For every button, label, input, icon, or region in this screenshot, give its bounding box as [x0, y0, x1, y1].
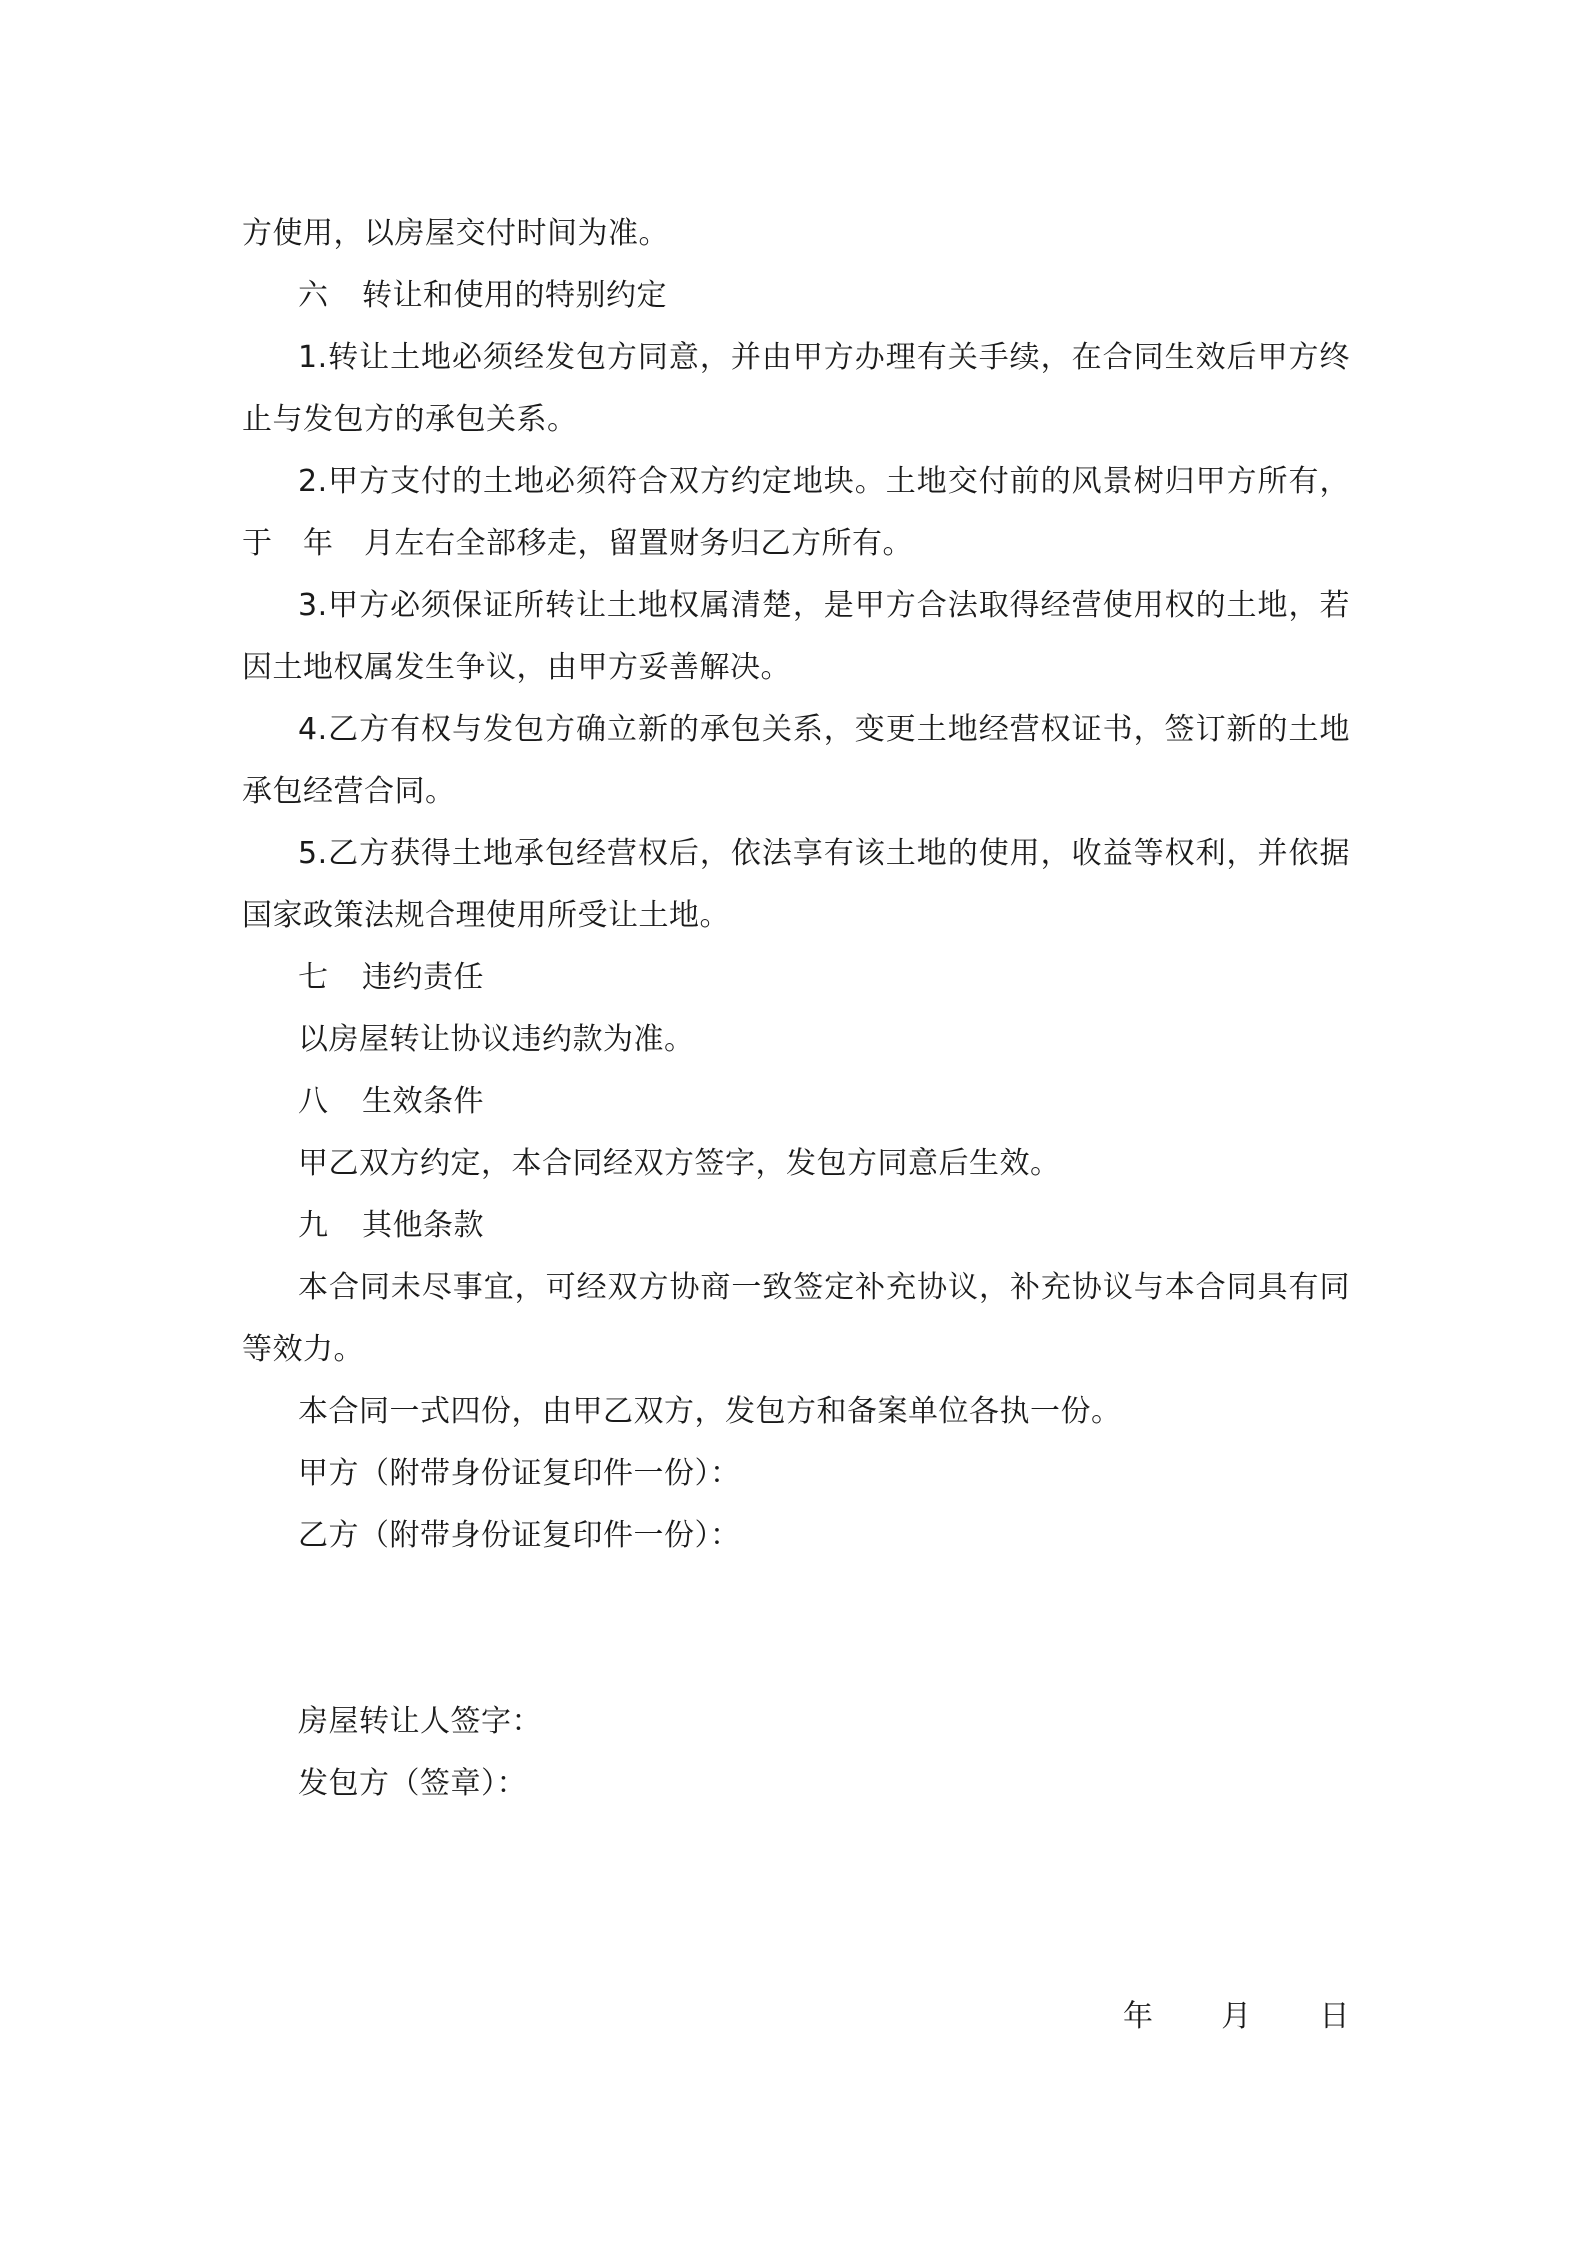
section-9-paragraph-1: 本合同未尽事宜，可经双方协商一致签定补充协议，补充协议与本合同具有同等效力。 [242, 1270, 1350, 1367]
section-6-number: 六 [298, 278, 329, 313]
date-line [1123, 1986, 1350, 2048]
date-month-label: 月 [1221, 1999, 1252, 2034]
party-b-line: 乙方（附带身份证复印件一份）： [298, 1518, 741, 1553]
signature-spacer [242, 1567, 1350, 1691]
section-6-item-3: 3.甲方必须保证所转让土地权属清楚，是甲方合法取得经营使用权的土地，若因土地权属发生争议，由甲方妥善解决。 [242, 588, 1350, 685]
section-6-item-5: 5.乙方获得土地承包经营权后，依法享有该土地的使用，收益等权利，并依据国家政策法规合理使用所受让土地。 [242, 836, 1350, 933]
section-9-heading [242, 1195, 1350, 1257]
continuation-text: 方使用，以房屋交付时间为准。 [242, 216, 669, 251]
section-9-paragraph-2: 本合同一式四份，由甲乙双方，发包方和备案单位各执一份。 [298, 1394, 1122, 1429]
section-6-title: 转让和使用的特别约定 [362, 278, 667, 313]
section-9-title: 其他条款 [362, 1208, 484, 1243]
section-6-heading [242, 265, 1350, 327]
section-8-title: 生效条件 [362, 1084, 484, 1119]
party-a-line: 甲方（附带身份证复印件一份）： [298, 1456, 741, 1491]
section-8-heading [242, 1071, 1350, 1133]
section-8-text: 甲乙双方约定，本合同经双方签字，发包方同意后生效。 [298, 1146, 1061, 1181]
section-7-title: 违约责任 [362, 960, 484, 995]
transferor-signature-line: 房屋转让人签字： [298, 1704, 542, 1739]
contractor-seal-line: 发包方（签章）： [298, 1766, 527, 1801]
section-9-number: 九 [298, 1208, 329, 1243]
section-7-number: 七 [298, 960, 329, 995]
date-day-label: 日 [1319, 1999, 1350, 2034]
document-body [242, 203, 1350, 1815]
section-7-heading [242, 947, 1350, 1009]
date-year-label: 年 [1123, 1999, 1154, 2034]
section-8-number: 八 [298, 1084, 329, 1119]
section-6-item-1: 1.转让土地必须经发包方同意，并由甲方办理有关手续，在合同生效后甲方终止与发包方的承包关系。 [242, 340, 1350, 437]
section-7-text: 以房屋转让协议违约款为准。 [298, 1022, 695, 1057]
section-6-item-4: 4.乙方有权与发包方确立新的承包关系，变更土地经营权证书，签订新的土地承包经营合同。 [242, 712, 1350, 809]
section-6-item-2: 2.甲方支付的土地必须符合双方约定地块。土地交付前的风景树归甲方所有，于 年 月左右全部移走，留置财务归乙方所有。 [242, 464, 1350, 561]
